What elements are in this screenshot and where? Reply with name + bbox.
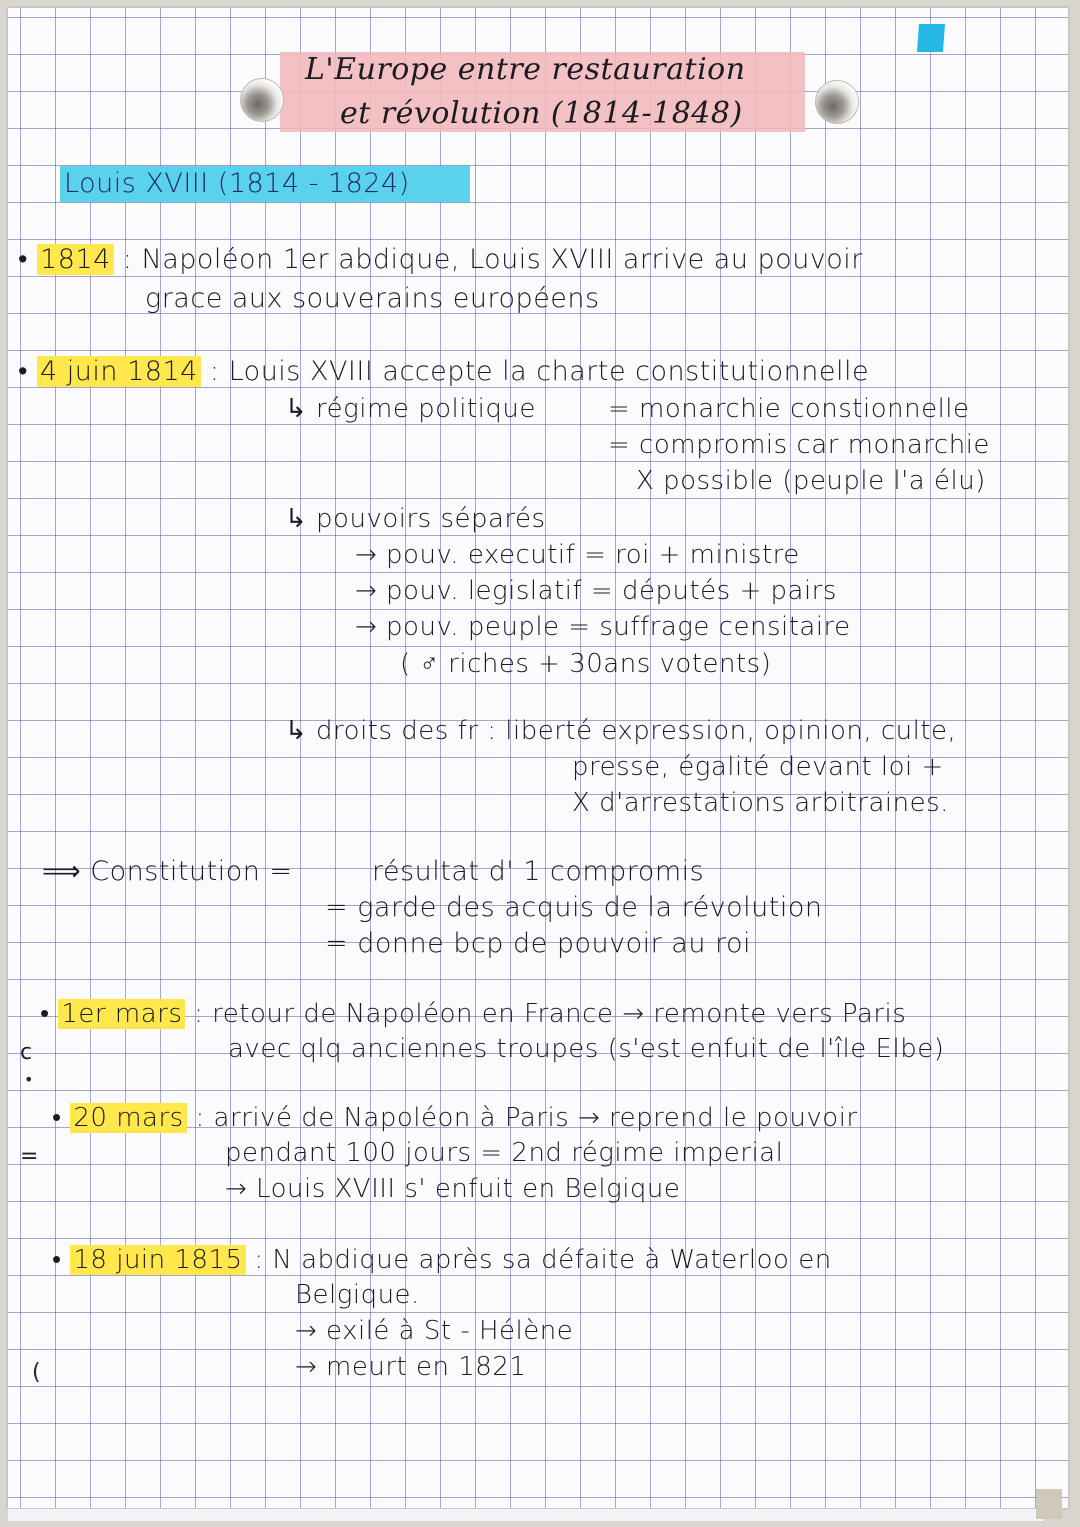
event-20-mars xyxy=(52,1102,858,1133)
section-heading: Louis XVIII (1814 - 1824) xyxy=(64,168,410,199)
regime-label: ↳ régime politique xyxy=(285,394,536,424)
date-label: 1er mars xyxy=(58,999,185,1029)
colon: : xyxy=(185,999,213,1029)
bullet: • xyxy=(18,356,38,387)
bullet: • xyxy=(18,244,38,275)
entry-text: Napoléon 1er abdique, Louis XVIII arrive au pouvoir xyxy=(141,244,863,275)
event-1er-mars xyxy=(40,998,906,1029)
event-18-juin-line-3: → exilé à St - Hélène xyxy=(295,1316,574,1346)
bullet: • xyxy=(52,1245,71,1275)
constitution-line-3: = donne bcp de pouvoir au roi xyxy=(325,928,752,959)
rights-line-3: X d'arrestations arbitraines. xyxy=(572,788,949,818)
colon: : xyxy=(245,1245,273,1275)
power-peuple-note: ( ♂ riches + 30ans votents) xyxy=(400,649,772,679)
event-20-mars-line-3: → Louis XVIII s' enfuit en Belgique xyxy=(225,1174,681,1204)
power-legislatif: → pouv. legislatif = députés + pairs xyxy=(355,576,837,606)
event-text: arrivé de Napoléon à Paris → reprend le pouvoir xyxy=(213,1103,858,1133)
event-text: N abdique après sa défaite à Waterloo en xyxy=(272,1245,832,1275)
title-line-2: et révolution (1814-1848) xyxy=(340,96,743,131)
entry-1814 xyxy=(18,244,863,275)
binder-ring-left-icon xyxy=(240,78,284,122)
entry-text-line-2: grace aux souverains européens xyxy=(145,283,600,314)
date-label: 20 mars xyxy=(70,1103,186,1133)
margin-mark: c xyxy=(20,1040,33,1065)
bullet: • xyxy=(52,1103,71,1133)
date-label: 1814 xyxy=(37,244,114,275)
date-label: 4 juin 1814 xyxy=(37,356,201,387)
colon: : xyxy=(113,244,142,275)
page-corner xyxy=(1036,1489,1062,1519)
regime-eq-2b: X possible (peuple l'a élu) xyxy=(636,466,986,496)
rights-line-2: presse, égalité devant loi + xyxy=(572,752,944,782)
event-20-mars-line-2: pendant 100 jours = 2nd régime imperial xyxy=(225,1138,784,1168)
power-peuple: → pouv. peuple = suffrage censitaire xyxy=(355,612,851,642)
event-18-juin-line-4: → meurt en 1821 xyxy=(295,1352,527,1382)
powers-label: ↳ pouvoirs séparés xyxy=(285,504,546,534)
margin-mark: = xyxy=(20,1144,39,1169)
colon: : xyxy=(186,1103,214,1133)
blue-tab-marker xyxy=(917,24,945,52)
regime-eq-1: = monarchie constionnelle xyxy=(608,394,970,424)
constitution-line-2: = garde des acquis de la révolution xyxy=(325,892,823,923)
margin-mark: ( xyxy=(32,1360,41,1385)
margin-mark: • xyxy=(24,1070,34,1089)
event-18-juin-line-2: Belgique. xyxy=(295,1280,420,1310)
bullet: • xyxy=(40,999,59,1029)
entry-text: Louis XVIII accepte la charte constitutionnelle xyxy=(228,356,870,387)
rights-label: ↳ droits des fr : liberté expression, opinion, culte, xyxy=(285,716,957,746)
title-line-1: L'Europe entre restauration xyxy=(305,52,746,87)
event-text: retour de Napoléon en France → remonte vers Paris xyxy=(212,999,907,1029)
regime-eq-2: = compromis car monarchie xyxy=(608,430,990,460)
colon: : xyxy=(200,356,229,387)
binder-ring-right-icon xyxy=(815,80,859,124)
event-1er-mars-line-2: avec qlq anciennes troupes (s'est enfuit de l'île Elbe) xyxy=(228,1034,945,1064)
date-label: 18 juin 1815 xyxy=(70,1245,245,1275)
page-bottom-edge xyxy=(8,1508,1043,1521)
event-18-juin-1815 xyxy=(52,1244,832,1275)
constitution-label: ⟹ Constitution = xyxy=(42,856,293,887)
power-executif: → pouv. executif = roi + ministre xyxy=(355,540,800,570)
constitution-line-1: résultat d' 1 compromis xyxy=(372,856,705,887)
entry-4-juin-1814 xyxy=(18,356,869,387)
